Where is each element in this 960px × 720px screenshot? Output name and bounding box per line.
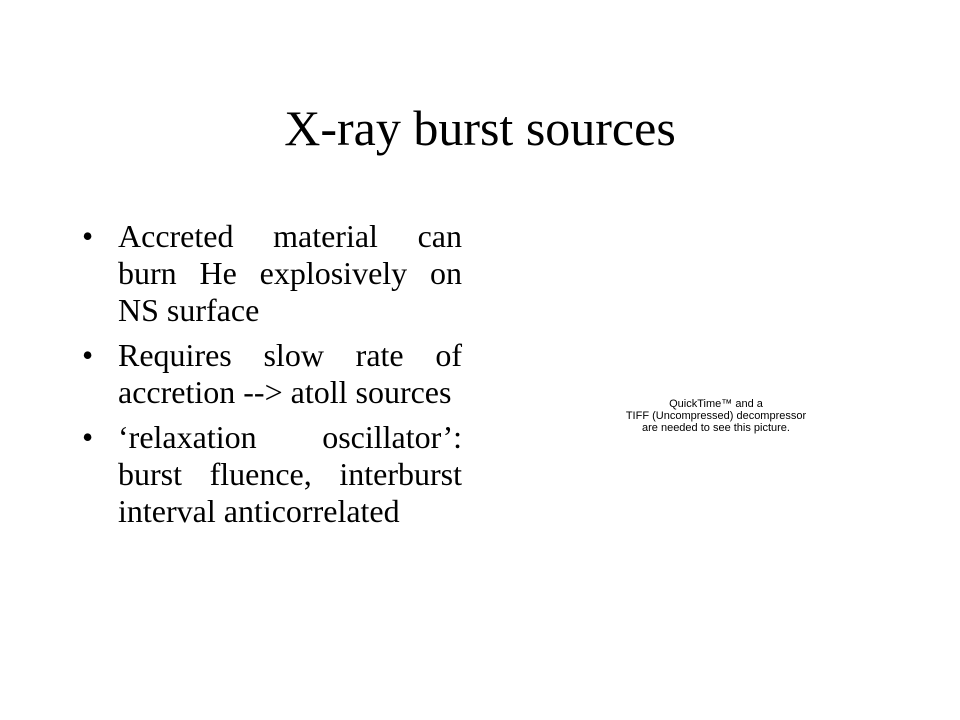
bullet-icon: •: [82, 419, 94, 455]
list-item: [82, 337, 462, 411]
quicktime-image-placeholder: [596, 398, 836, 434]
placeholder-line: TIFF (Uncompressed) decompressor: [625, 410, 807, 422]
slide-title: X-ray burst sources: [284, 100, 676, 156]
bullet-text: Accreted material can burn He explosively on NS surface: [118, 218, 462, 328]
bullet-icon: •: [82, 218, 94, 254]
placeholder-line: QuickTime™ and a: [669, 398, 763, 410]
list-item: [82, 218, 462, 329]
bullet-icon: •: [82, 337, 94, 373]
bullet-text: ‘relaxation oscillator’: burst fluence, interburst interval anticorrelated: [118, 419, 462, 529]
bullet-list: [82, 218, 462, 538]
list-item: [82, 419, 462, 530]
placeholder-line: are needed to see this picture.: [642, 422, 790, 434]
bullet-text: Requires slow rate of accretion --> atoll sources: [118, 337, 462, 410]
